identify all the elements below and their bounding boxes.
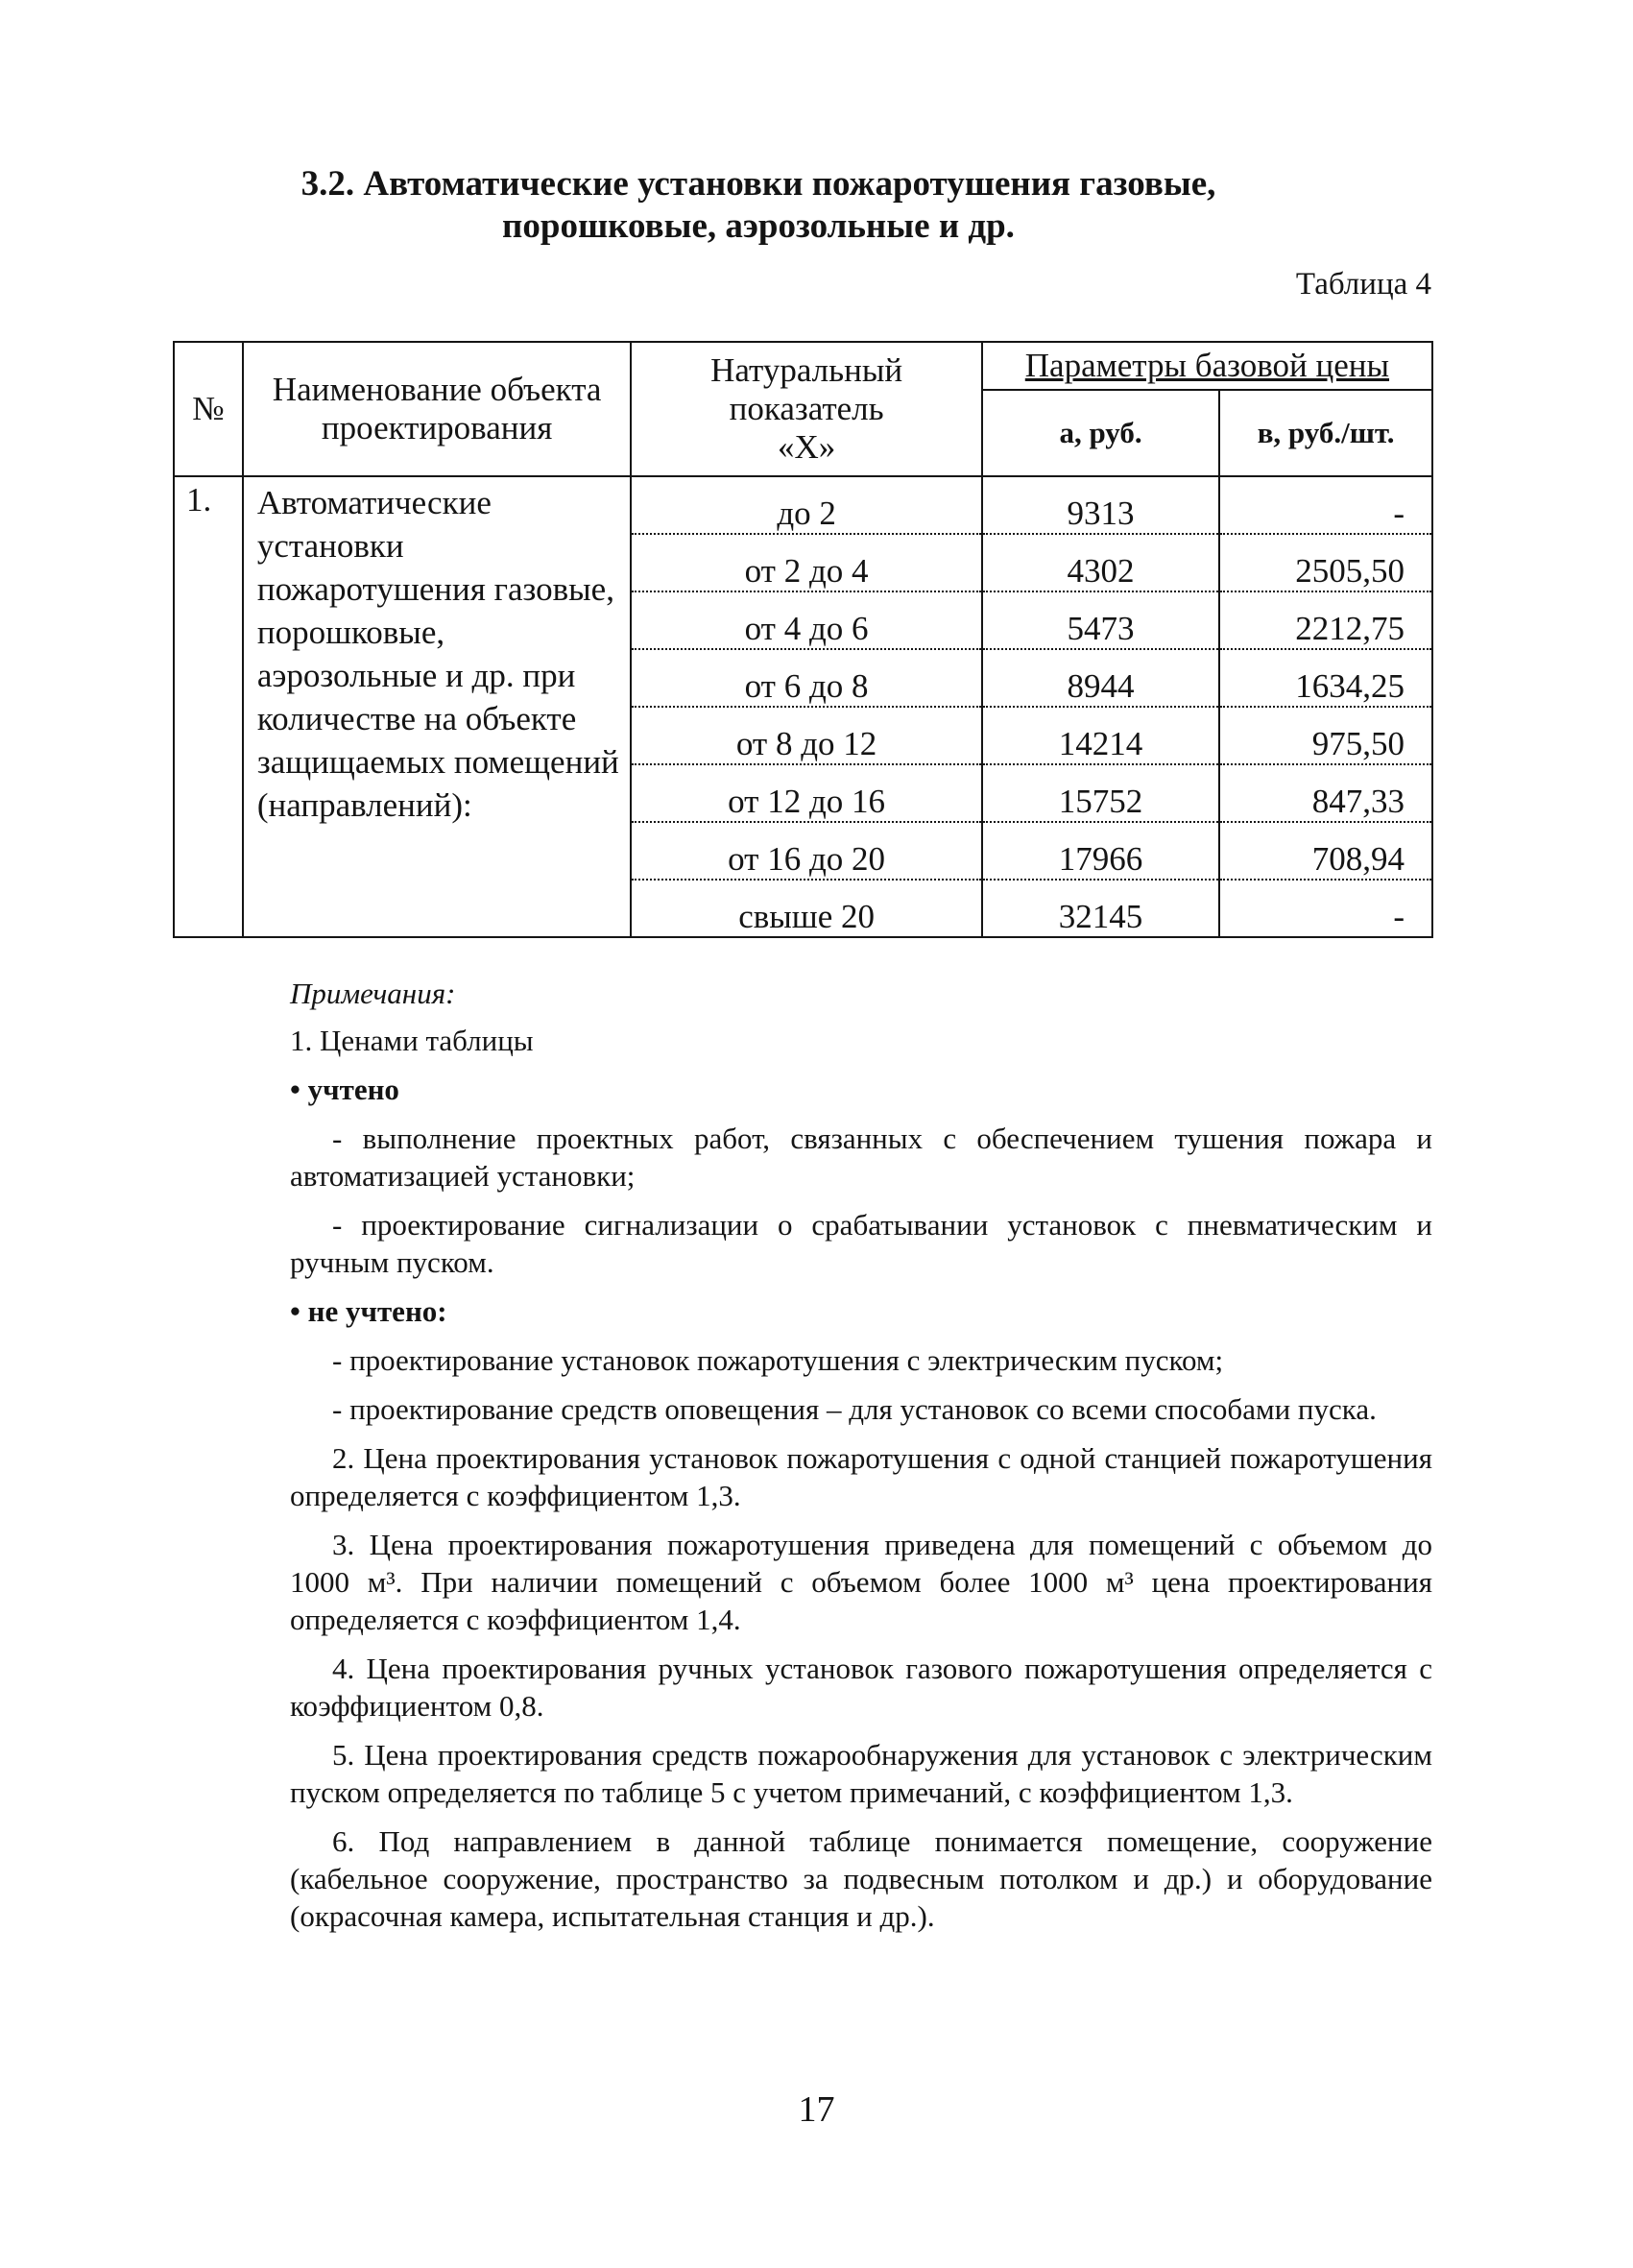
cell-x: до 2	[631, 476, 981, 534]
header-indicator-line-1: Натуральный	[710, 351, 903, 389]
cell-b: 2505,50	[1219, 534, 1432, 591]
notes-section	[290, 975, 1432, 1935]
cell-x: от 2 до 4	[631, 534, 981, 591]
cell-b: -	[1219, 880, 1432, 937]
cell-x: от 16 до 20	[631, 822, 981, 880]
header-params: Параметры базовой цены	[982, 342, 1432, 390]
cell-b: 708,94	[1219, 822, 1432, 880]
cell-a: 8944	[982, 649, 1219, 707]
header-indicator-line-3: «Х»	[777, 428, 836, 466]
cell-x: от 6 до 8	[631, 649, 981, 707]
not-accounted-item-1: - проектирование установок пожаротушения с электрическим пуском;	[332, 1343, 1224, 1377]
page-number: 17	[798, 2089, 835, 2130]
accounted-item-1: - выполнение проектных работ, связанных с обеспечением тушения пожара и автоматизацией установки;	[290, 1122, 1432, 1193]
note-5: 5. Цена проектирования средств пожарообнаружения для установок с электрическим пуском определяется по таблице 5 с учетом примечаний, с коэффициентом 1,3.	[290, 1738, 1432, 1809]
header-indicator	[631, 342, 981, 476]
note-4: 4. Цена проектирования ручных установок газового пожаротушения определяется с коэффициентом 0,8.	[290, 1652, 1432, 1723]
header-num: №	[174, 342, 243, 476]
not-accounted-item-2: - проектирование средств оповещения – для установок со всеми способами пуска.	[332, 1392, 1377, 1426]
note-1: 1. Ценами таблицы	[290, 1024, 534, 1057]
cell-a: 5473	[982, 591, 1219, 649]
section-title-line-2: порошковые, аэрозольные и др.	[502, 206, 1015, 246]
cell-x: от 12 до 16	[631, 764, 981, 822]
note-6: 6. Под направлением в данной таблице понимается помещение, сооружение (кабельное сооружение, пространство за подвесным потолком и др.) и оборудование (окрасочная камера, испытательная станция и др.).	[290, 1824, 1432, 1933]
note-3: 3. Цена проектирования пожаротушения приведена для помещений с объемом до 1000 м³. При наличии помещений с объемом более 1000 м³ цена проектирования определяется с коэффициентом 1,4.	[290, 1528, 1432, 1636]
cell-a: 15752	[982, 764, 1219, 822]
cell-a: 4302	[982, 534, 1219, 591]
table-label: Таблица 4	[1295, 267, 1431, 302]
cell-a: 32145	[982, 880, 1219, 937]
notes-heading: Примечания:	[290, 977, 456, 1010]
cell-a: 14214	[982, 707, 1219, 764]
price-table	[173, 341, 1433, 938]
cell-a: 17966	[982, 822, 1219, 880]
accounted-item-2: - проектирование сигнализации о срабатывании установок с пневматическим и ручным пуском.	[290, 1208, 1432, 1279]
cell-b: 847,33	[1219, 764, 1432, 822]
cell-a: 9313	[982, 476, 1219, 534]
note-2: 2. Цена проектирования установок пожаротушения с одной станцией пожаротушения определяется с коэффициентом 1,3.	[290, 1441, 1432, 1512]
accounted-label: • учтено	[290, 1073, 399, 1106]
cell-b: -	[1219, 476, 1432, 534]
row-name: Автоматические установки пожаротушения газовые, порошковые, аэрозольные и др. при количестве на объекте защищаемых помещений (направлений):	[243, 476, 632, 937]
not-accounted-label: • не учтено:	[290, 1294, 447, 1328]
cell-x: от 8 до 12	[631, 707, 981, 764]
cell-b: 1634,25	[1219, 649, 1432, 707]
header-a: а, руб.	[982, 390, 1219, 476]
cell-b: 2212,75	[1219, 591, 1432, 649]
section-title-line-1: 3.2. Автоматические установки пожаротушения газовые,	[300, 164, 1216, 204]
section-title	[240, 163, 1277, 248]
cell-x: свыше 20	[631, 880, 981, 937]
header-b: в, руб./шт.	[1219, 390, 1432, 476]
header-indicator-line-2: показатель	[729, 390, 884, 427]
cell-b: 975,50	[1219, 707, 1432, 764]
header-name: Наименование объекта проектирования	[243, 342, 632, 476]
row-number: 1.	[174, 476, 243, 937]
cell-x: от 4 до 6	[631, 591, 981, 649]
